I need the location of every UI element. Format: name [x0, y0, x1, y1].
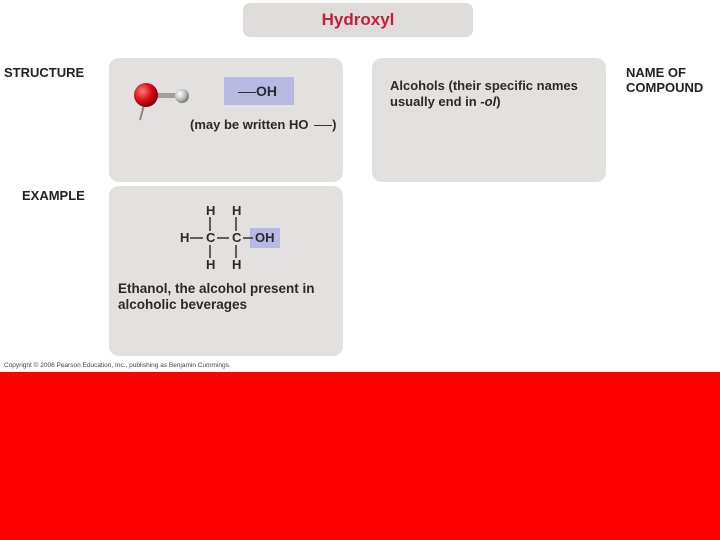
- bond-dash: [238, 92, 256, 94]
- structure-note-suffix: ): [332, 117, 337, 132]
- name-of-label-line1: NAME OF: [626, 65, 686, 80]
- compound-name-panel: [372, 58, 606, 182]
- example-label: EXAMPLE: [22, 188, 85, 203]
- atom-oh: OH: [255, 230, 275, 245]
- atom-h-bottom-2: H: [232, 257, 242, 272]
- atom-h-top-1: H: [206, 203, 216, 218]
- atom-h-top-2: H: [232, 203, 242, 218]
- compound-name-line1: Alcohols (their specific names: [390, 78, 578, 93]
- hydroxyl-molecule-model-icon: [126, 78, 194, 122]
- title-box: [243, 3, 473, 37]
- example-caption: [118, 281, 315, 313]
- example-caption-line1: Ethanol, the alcohol present in: [118, 281, 315, 296]
- example-caption-line2: alcoholic beverages: [118, 297, 248, 312]
- name-of-compound-label: [626, 65, 703, 95]
- structure-note-text: (may be written HO: [190, 117, 309, 132]
- page-title: Hydroxyl: [321, 10, 395, 29]
- compound-name-suffix-ol: ol: [484, 94, 497, 109]
- atom-h-bottom-1: H: [206, 257, 216, 272]
- copyright-notice: Copyright © 2006 Pearson Education, Inc., publishing as Benjamin Cummings.: [4, 362, 231, 369]
- oh-group: [238, 83, 277, 99]
- atom-h-left: H: [180, 230, 190, 245]
- atom-c1: C: [206, 230, 216, 245]
- atom-c2: C: [232, 230, 242, 245]
- compound-name-line2: [390, 94, 578, 110]
- oh-group-text: OH: [256, 83, 277, 99]
- structure-note: [190, 117, 336, 133]
- red-band: [0, 372, 720, 540]
- bond-dash: [314, 125, 332, 127]
- structure-label: STRUCTURE: [4, 65, 85, 80]
- name-of-label-line2: COMPOUND: [626, 80, 704, 95]
- compound-name-text: [390, 78, 578, 110]
- compound-name-line2-close: ): [496, 94, 501, 109]
- compound-name-line2-prefix: usually end in -: [390, 94, 485, 109]
